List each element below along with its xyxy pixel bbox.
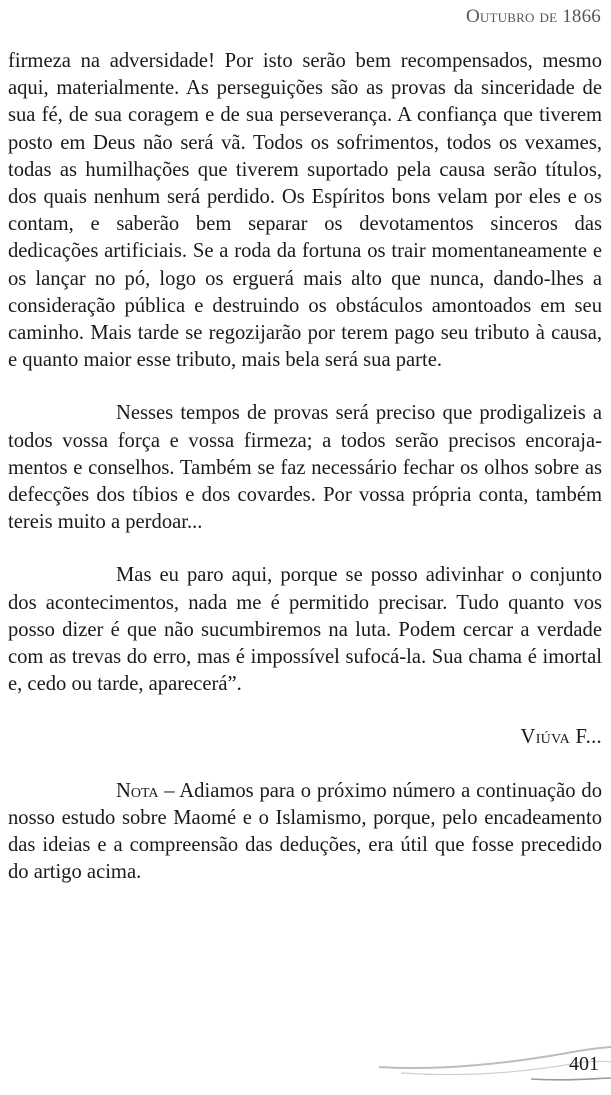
paragraph-provas: Nesses tempos de provas será preciso que prodigalizeis a todos vossa força e vossa firmeza; a todos serão precisos encorajamentos e conselhos. Também se faz necessário fechar os olhos sobre as defecções dos tíbios e dos covardes. Por vossa própria conta, também tereis muito a perdoar...: [8, 402, 602, 534]
editorial-note: [8, 778, 602, 887]
paragraph-conclusion: Mas eu paro aqui, porque se posso adivinhar o conjunto dos acontecimentos, nada me é permitido precisar. Tudo quanto vos posso dizer é que não sucumbiremos na luta. Podem cercar a verdade com as trevas do erro, mas é impossível sufocá-la. Sua chama é imortal e, cedo ou tarde, aparecerá”.: [8, 564, 602, 696]
running-header: Outubro de 1866: [466, 6, 601, 27]
page-folio: [371, 1033, 611, 1095]
page-number: 401: [569, 1053, 599, 1075]
note-text: – Adiamos para o próximo número a continuação do nosso estudo sobre Maomé e o Islamismo, porque, pelo encadeamento das ideias e a compreensão das deduções, era útil que fosse precedido do artigo acima.: [8, 779, 602, 884]
signature: Viúva F...: [520, 726, 602, 749]
page-body: [8, 48, 602, 886]
paragraph-continuation: firmeza na adversidade! Por isto serão bem recompensados, mesmo aqui, materialmente. As perseguições são as provas da sinceridade de sua fé, de sua coragem e de sua perseverança. A confiança que tiverem posto em Deus não será vã. Todos os sofrimentos, todos os vexames, todas as humilhações que tiverem suportado pela causa serão títulos, dos quais nenhum será perdido. Os Espíritos bons velam por eles e os contam, e saberão bem separar os devotamentos sinceros das dedicações artificiais. Se a roda da fortuna os trair momentaneamente e os lançar no pó, logo os erguerá mais alto que nunca, dando-lhes a consideração pública e destruindo os obstáculos amontoados em seu caminho. Mais tarde se regozijarão por terem pago seu tributo à causa, e quanto maior esse tributo, mais bela será sua parte.: [8, 50, 602, 372]
note-label: Nota: [116, 779, 159, 802]
